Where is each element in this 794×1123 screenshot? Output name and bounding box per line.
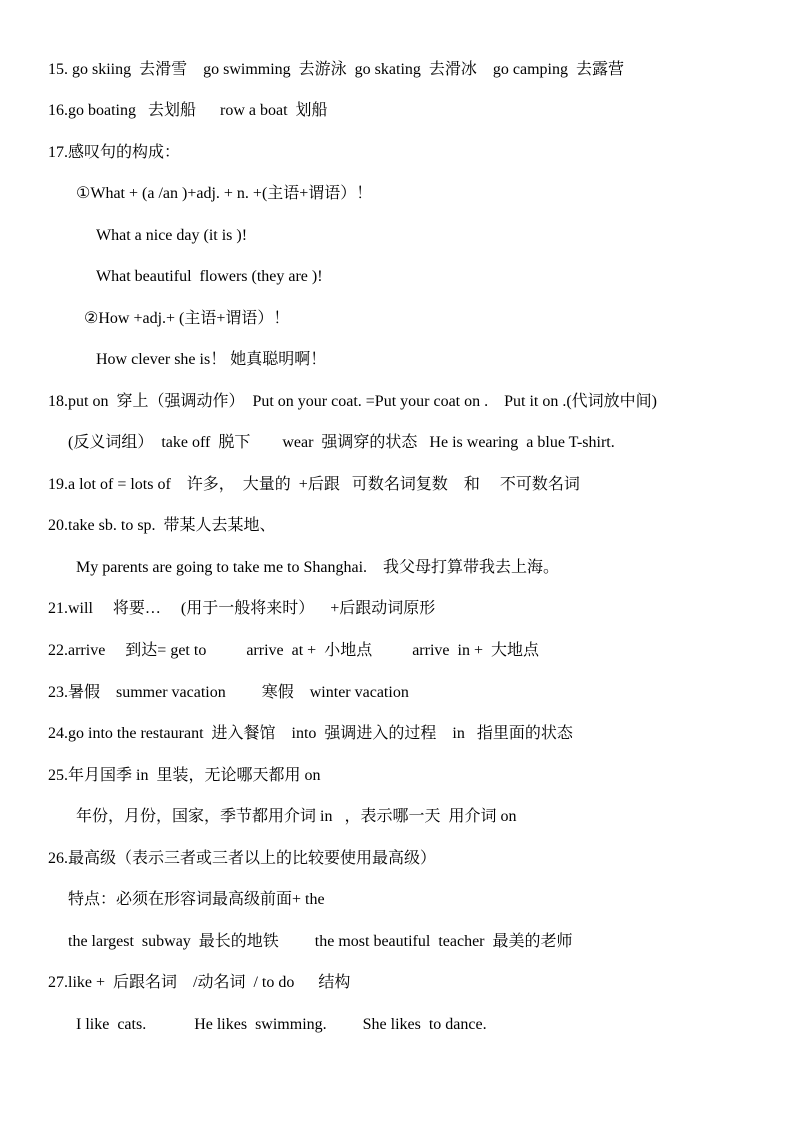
- text-go-skiing: 15. go skiing 去滑雪 go swimming 去游泳 go skating 去滑冰 go camping 去露营: [48, 61, 624, 78]
- line-item-17-2: [84, 304, 794, 334]
- text-what-example-1: What a nice day (it is )!: [96, 227, 248, 244]
- line-item-18: [48, 387, 794, 417]
- line-item-23: [48, 678, 794, 708]
- text-superlative-feature: 特点：必须在形容词最高级前面+ the: [68, 891, 325, 908]
- text-exclamation-heading: 17.感叹句的构成：: [48, 144, 181, 161]
- text-take-sb-to-sp: 20.take sb. to sp. 带某人去某地、: [48, 517, 276, 534]
- text-shanghai-example: My parents are going to take me to Shanghai. 我父母打算带我去上海。: [76, 559, 560, 576]
- line-item-25-2: [76, 802, 794, 832]
- line-item-17-ex3: [96, 345, 794, 375]
- line-item-18-2: [68, 428, 794, 458]
- text-vacation: 23.暑假 summer vacation 寒假 winter vacation: [48, 684, 409, 701]
- text-a-lot-of: 19.a lot of = lots of 许多， 大量的 +后跟 可数名词复数 和 不可数名词: [48, 476, 580, 493]
- text-superlative-heading: 26.最高级（表示三者或三者以上的比较要使用最高级）: [48, 850, 437, 867]
- line-item-20: [48, 511, 794, 541]
- text-go-boating: 16.go boating 去划船 row a boat 划船: [48, 102, 328, 119]
- text-how-example: How clever she is！ 她真聪明啊！: [96, 351, 327, 368]
- text-like-examples: I like cats. He likes swimming. She likes to dance.: [76, 1016, 487, 1033]
- text-in-on-explanation: 年份，月份，国家，季节都用介词 in ，表示哪一天 用介词 on: [76, 808, 517, 825]
- line-item-17: [48, 138, 794, 168]
- text-what-example-2: What beautiful flowers (they are )!: [96, 268, 323, 285]
- text-go-into: 24.go into the restaurant 进入餐馆 into 强调进入的过程 in 指里面的状态: [48, 725, 573, 742]
- text-put-on: 18.put on 穿上（强调动作） Put on your coat. =Put your coat on . Put it on .(代词放中间): [48, 393, 658, 410]
- text-arrive: 22.arrive 到达= get to arrive at + 小地点 arrive in + 大地点: [48, 642, 539, 659]
- line-item-21: [48, 594, 794, 624]
- line-item-24: [48, 719, 794, 749]
- text-superlative-example: the largest subway 最长的地铁 the most beautiful teacher 最美的老师: [68, 933, 573, 950]
- line-item-27: [48, 968, 794, 998]
- line-item-26-ex: [68, 927, 794, 957]
- line-item-17-1: [76, 179, 794, 209]
- text-how-pattern: ②How +adj.+ (主语+谓语）！: [84, 310, 290, 327]
- line-item-27-ex: [76, 1010, 794, 1040]
- line-item-17-ex1: [96, 221, 794, 251]
- line-item-26-2: [68, 885, 794, 915]
- text-take-off: (反义词组） take off 脱下 wear 强调穿的状态 He is wearing a blue T-shirt.: [68, 434, 615, 451]
- text-in-on-rule: 25.年月国季 in 里装，无论哪天都用 on: [48, 767, 321, 784]
- text-what-pattern: ①What + (a /an )+adj. + n. +(主语+谓语）！: [76, 185, 373, 202]
- line-item-16: [48, 96, 794, 126]
- line-item-19: [48, 470, 794, 500]
- text-like-structure: 27.like + 后跟名词 /动名词 / to do 结构: [48, 974, 351, 991]
- line-item-20-ex: [76, 553, 794, 583]
- line-item-26: [48, 844, 794, 874]
- line-item-15: [48, 55, 794, 85]
- line-item-22: [48, 636, 794, 666]
- text-will: 21.will 将要… (用于一般将来时） +后跟动词原形: [48, 600, 436, 617]
- line-item-17-ex2: [96, 262, 794, 292]
- line-item-25: [48, 761, 794, 791]
